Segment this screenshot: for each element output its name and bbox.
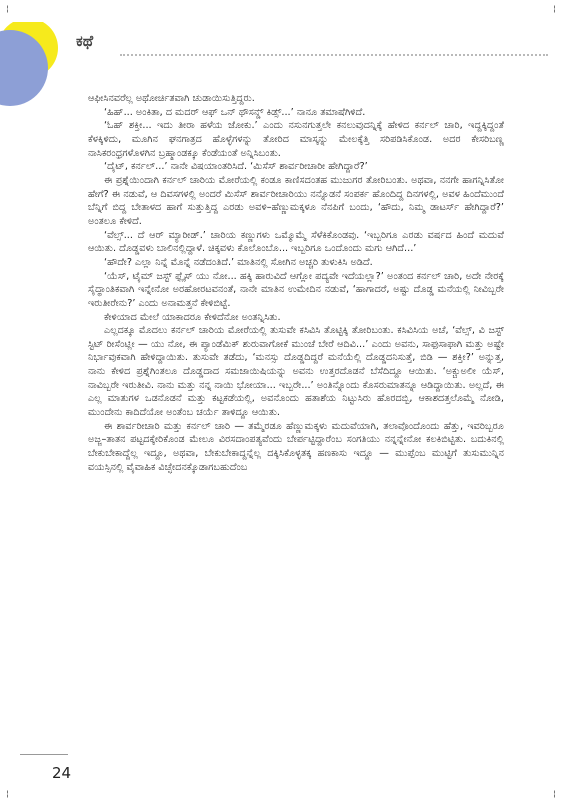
paragraph: ‘ಓಹ್ ಶಕ್ತೀ... ಇದು ತೀರಾ ಹಳೆಯ ಜೋಕು.’ ಎಂದು ನಸುನಗುತ್ತಲೇ ಕನಲುವುದನ್ನಿಕ್ಕೆ ಹೇಳಿದ ಕರ್ನಲ್ ಚಾರಿ, ಇದ್ದಕ್ಕಿದ್ದಂತೆ ಕೆಳಕ್ಕಿಳಿದು, ಮೂಗಿನ ಘನಗಾತ್ರದ ಹೊಳ್ಳೆಗಳನ್ನು ತೋರಿದ ಮಾಸ್ಕನ್ನು ಮೇಲಕ್ಕೆತ್ತಿ ಸರಿಪಡಿಸಿಕೊಂಡ. ಅದರ ಕೇಸರಿಬಣ್ಣ ನಾಸಿಕರಂಧ್ರಗಳೊಳಗಿನ ಬ್ರಹ್ಮಾಂಡಕ್ಕೂ ಕೆಂಡೆಯಂತೆ ಅನ್ನಿಸಿಬಂತು. [88,120,504,159]
paragraph: ಈ ಶಾರ್ವರೀಚಾರಿ ಮತ್ತು ಕರ್ನಲ್ ಚಾರಿ — ತಮ್ಮೆರಡೂ ಹೆಣ್ಣುಮಕ್ಕಳು ಮದುವೆಯಾಗಿ, ತಲಾವೊಂದೊಂದು ಹೆತ್ತು, ಇವರಿಬ್ಬರೂ ಅಜ್ಜ–ತಾತನ ಪಟ್ಟದಕ್ಕೇರಿಕೊಂಡ ಮೇಲೂ ವಿರಸದಾಂಪತ್ಯವೆಂದು ಬೇರ್ಪಟ್ಟಿದ್ದಾರೆಂಬ ಸಂಗತಿಯು ನನ್ನನ್ನೇನೋ ಕಲಕಿಬಿಟ್ಟಿತು. ಬದುಕಿನಲ್ಲಿ ಬೇಕುಬೇಕಾದ್ದೆಲ್ಲ ಇದ್ದೂ, ಅಥವಾ, ಬೇಕುಬೇಕಾದ್ದನ್ನೆಲ್ಲ ದಕ್ಕಿಸಿಕೊಳ್ಳತಕ್ಕ ಹಣಕಾಸು ಇದ್ದೂ — ಮುಪ್ಪೆಂಬ ಮುಟ್ಟಿಗೆ ತುಸುಮುನ್ನಿನ ವಯಸ್ಸಿನಲ್ಲಿ ವೈವಾಹಿಕ ವಿಚ್ಛೇದನಕ್ಕೊಡಾಗಬಹುದೆಂಬ [88,420,504,473]
paragraph: ಎಲ್ಲದಕ್ಕೂ ಮೊದಲು ಕರ್ನಲ್ ಚಾರಿಯ ಮೋರೆಯಲ್ಲಿ ತುಸುವೇ ಕಸಿವಿಸಿ ತೊಟ್ಟಿಕ್ಕಿ ತೋರಿಬಂತು. ಕಸಿವಿಸಿಯ ಅಚೆ, ‘ವೆಲ್ಸ್, ವಿ ಜಸ್ಟ್ ಸ್ಟಿಟ್ ರೀಸೆಂಟ್ಲೀ — ಯು ನೋ, ಈ ಪ್ಯಾಂಡೆಮಿಕ್ ಶುರುವಾಗೋಕೆ ಮುಂಚೆ ಬೇರೆ ಆದಿವಿ...’ ಎಂದು ಅವನು, ಸಾಫುಸಾಫಾಗಿ ಮತ್ತು ಅಷ್ಟೇ ನಿರ್ಭಾವುಕವಾಗಿ ಹೇಳಿದ್ದಾಯಿತು. ತುಸುವೇ ತಡೆದು, ‘ಮನಸ್ಸು ದೊಡ್ಡದಿದ್ದರೆ ಮನೆಯೆಲ್ಲಿ ದೊಡ್ಡದನಿಸುತ್ತೆ, ಬಿಡಿ — ಶಕ್ತೀ?’ ಅನ್ನುತ್ತ, ನಾನು ಕೇಳಿದ ಪ್ರಶ್ನೆಗಿಂತಲೂ ದೊಡ್ಡದಾದ ಸಮಜಾಯಿಷಿಯನ್ನು ಅವನು ಉತ್ತರದೊಡನೆ ಬೆಸೆದಿದ್ದೂ ಆಯಿತು. ‘ಅಕ್ಚುಅಲೀ ಯೆಸ್, ನಾವಿಬ್ಬರೇ ಇರುತೀವಿ. ನಾನು ಮತ್ತು ನನ್ನ ನಾಯಿ ಭೋಯಾ... ಇಬ್ಬರೇ...’ ಅಂತಿನ್ನೊಂದು ಕೊಸರುಮಾತನ್ನೂ ಆಡಿದ್ದಾಯಿತು. ಅಲ್ಲದೆ, ಈ ಎಲ್ಲ ಮಾತುಗಳ ಒಡನೊಡನೆ ಮತ್ತು ಕಟ್ಟಕಡೆಯಲ್ಲಿ, ಅವನೊಂದು ಹತಾಶೆಯ ನಿಟ್ಟುಸಿರು ಹೊರದಬ್ಬಿ, ಆಕಾಶದತ್ತಲೊಮ್ಮೆ ನೋಡಿ, ಮುಂದೇನು ಕಾದಿದೆಯೋ ಅಂತೆಂಬ ಚರ್ಯೆ ತಾಳಿದ್ದೂ ಆಯಿತು. [88,325,504,419]
crop-mark: ¦ [6,4,9,13]
crop-mark: ¦ [553,789,556,798]
paragraph: ‘ವೆಲ್ಸ್... ದೆ ಆರ್ ಮ್ಯಾರೀಡ್.’ ಚಾರಿಯ ಕಣ್ಣುಗಳು ಒಮ್ಮೊಮ್ಮೆ ಸೆಳೆಕಿಕೊಂಡವು. ‘ಇಬ್ಬರಿಗೂ ಎರಡು ವರ್ಷದ ಹಿಂದೆ ಮದುವೆ ಆಯಿತು. ದೊಡ್ಡವಳು ಬಾಲಿನಲ್ಲಿದ್ದಾಳೆ. ಚಿಕ್ಕವಳು ಕೊಲೊಂಬೊ... ಇಬ್ಬರಿಗೂ ಒಂದೊಂದು ಮಗು ಆಗಿದೆ...’ [88,229,504,255]
paragraph: ಈ ಪ್ರಶ್ನೆಯಿಂದಾಗಿ ಕರ್ನಲ್ ಚಾರಿಯ ಮೋರೆಯಲ್ಲಿ ಕಂಡೂ ಕಾಣಿಸದಂತಹ ಮುಜುಗರ ತೋರಿಬಂತು. ಅಥವಾ, ನನಗೇ ಹಾಗನ್ನಿಸಿತೋ ಹೇಗೆ? ಈ ನಡುವೆ, ಆ ದಿವಸಗಳಲ್ಲಿ ಅಂದರೆ ಮಿಸೆಸ್ ಶಾರ್ವರೀಚಾರಿಯು ನನ್ನೊಡನೆ ಸಂಪರ್ಕ ಹೊಂದಿದ್ದ ದಿನಗಳಲ್ಲಿ, ಅವಳ ಹಿಂದೆಮುಂದೆ ಬೆನ್ನಿಗೆ ಬಿದ್ದ ಬೇತಾಳದ ಹಾಗೆ ಸುತ್ತುತ್ತಿದ್ದ ಎರಡು ಅವಳಿ–ಹೆಣ್ಣುಮಕ್ಕಳೂ ನೆನಪಿಗೆ ಬಂದು, ‘ಹೌದು, ನಿಮ್ಮ ಡಾಟರ್ಸ್ ಹೇಗಿದ್ದಾರೆ?’ ಅಂತಲೂ ಕೇಳಿದೆ. [88,174,504,227]
paragraph: ಕೇಳಿಯಾದ ಮೇಲೆ ಯಾಕಾದರೂ ಕೇಳಿದೆನೋ ಅಂತನ್ನಿಸಿತು. [104,311,281,323]
crop-mark: ¦ [6,789,9,798]
footer-rule [20,754,68,755]
paragraph: ‘ದೈಟ್, ಕರ್ನಲ್...’ ನಾನೇ ವಿಷಯಾಂತರಿಸಿದೆ. ‘ಮಿಸೆಸ್ ಶಾರ್ವರೀಚಾರೀ ಹೇಗಿದ್ದಾರೆ?’ [104,161,368,173]
paragraph: ‘ಹಿಹ್... ಅಂಕಿತಾ, ದ ಮದರ್ ಆಫ್ ಒನ್ ಥೌಸನ್ಡ್ ಕಿಡ್ಸ್...’ ನಾನೂ ತಮಾಷೆಗಿಳಿದೆ. [104,106,366,118]
paragraph: ‘ಯೆಸ್, ಟೈಮ್ ಜಸ್ಟ್ ಫ್ಲೈಸ್ ಯು ನೋ... ಹಕ್ಕಿ ಹಾರುವಿದೆ ಆಗ್ಲೋ ಪದ್ಯವೇ ಇದೆಯಲ್ಲಾ?’ ಅಂತಂದ ಕರ್ನಲ್ ಚಾರಿ, ಅದೇ ನೇರಕ್ಕೆ ಸೈದ್ಧಾಂತಿಕವಾಗಿ ಇನ್ನೇನೋ ಅರಹೋರಟವನಂತೆ, ನಾನೇ ಮಾತಿನ ಉಮೇದಿನ ನಡುವೆ, ‘ಹಾಗಾದರೆ, ಅಷ್ಟು ದೊಡ್ಡ ಮನೆಯಲ್ಲಿ ನೀವಿಬ್ಬರೇ ಇರುತೀರೇನು?’ ಎಂದು ಅನಾಮತ್ತನೆ ಕೇಳಿಬಿಟ್ಟೆ. [88,270,504,309]
header-dotted-rule [120,54,548,56]
page-number: 24 [52,764,72,782]
decorative-circles [0,22,80,112]
crop-mark: ¦ [553,4,556,13]
article-body [88,92,504,474]
paragraph: ಆಫೀಸಿನವರೆಲ್ಲ ಅಥೋರ್ಚಿತವಾಗಿ ಚುಡಾಯಿಸುತ್ತಿದ್ದರು. [88,93,255,104]
paragraph: ‘ಹೌದೇ? ಎಲ್ಲಾ ನಿನ್ನೆ ಮೊನ್ನೆ ನಡೆದಂತಿದೆ.’ ಮಾತಿನಲ್ಲಿ ಸೋಗಿನ ಅಚ್ಚರಿ ತುಳುಕಿಸಿ ಅಡಿದೆ. [104,256,373,268]
section-label: ಕಥೆ [76,32,94,50]
